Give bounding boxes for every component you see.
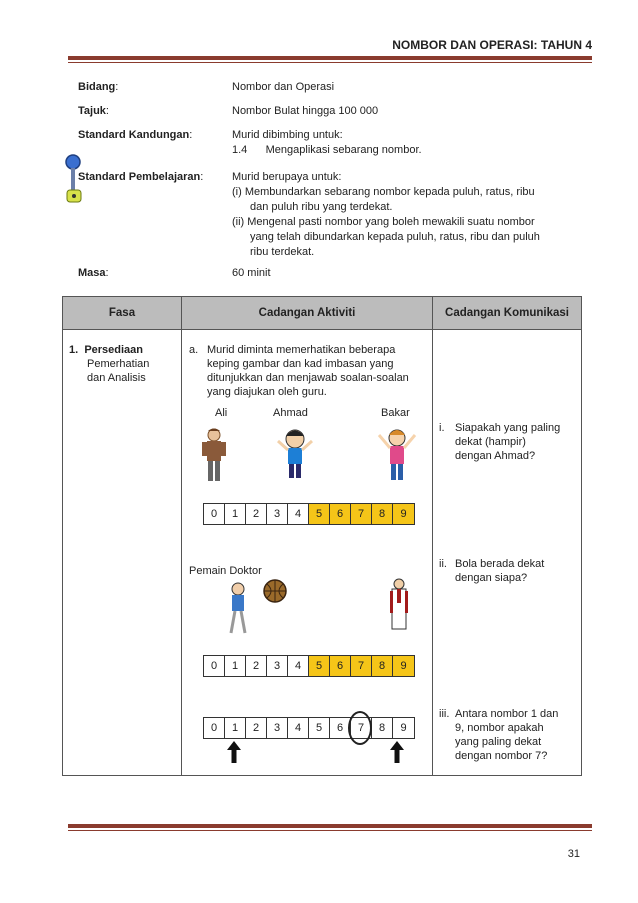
num-cell-highlight: 7	[351, 504, 372, 524]
header-rule-thin	[68, 62, 592, 63]
player-figure-icon	[223, 581, 253, 637]
bakar-figure-icon	[375, 427, 419, 489]
name-ahmad: Ahmad	[273, 407, 308, 419]
header-rule	[68, 56, 592, 60]
key-clipart-icon	[62, 152, 84, 208]
activity-table	[62, 296, 582, 776]
num-cell-highlight: 8	[372, 504, 393, 524]
num-cell: 9	[400, 722, 407, 734]
table-header	[63, 297, 581, 330]
num-cell: 2	[246, 656, 267, 676]
num-cell: 2	[246, 718, 267, 738]
num-cell: 8	[372, 718, 393, 738]
arrow-up-icon	[226, 741, 242, 763]
num-cell: 0	[204, 504, 225, 524]
num-cell: 3	[267, 718, 288, 738]
ball-icon	[263, 579, 287, 603]
num-cell: 4	[288, 718, 309, 738]
num-cell-highlight: 9	[393, 656, 414, 676]
num-cell: 5	[309, 718, 330, 738]
ahmad-figure-icon	[275, 427, 315, 487]
num-cell-highlight: 5	[309, 504, 330, 524]
number-line-2	[203, 655, 415, 677]
circle-marker-7	[348, 711, 372, 745]
question-3: iii. Antara nombor 1 dan 9, nombor apakah yang paling dekat dengan nombor 7?	[439, 708, 559, 762]
doctor-figure-icon	[387, 577, 411, 639]
num-cell: 1	[225, 718, 246, 738]
num-cell-highlight: 6	[330, 504, 351, 524]
col-divider	[432, 297, 433, 775]
name-bakar: Bakar	[381, 407, 410, 419]
number-line-1	[203, 503, 415, 525]
col-divider	[181, 297, 182, 775]
question-2: ii. Bola berada dekat dengan siapa?	[439, 558, 545, 584]
num-cell: 3	[267, 656, 288, 676]
num-cell: 0	[204, 656, 225, 676]
question-1: i. Siapakah yang paling dekat (hampir) dengan Ahmad?	[439, 422, 561, 462]
num-cell: 6	[330, 718, 351, 738]
num-cell: 1	[225, 656, 246, 676]
name-ali: Ali	[215, 407, 228, 419]
num-cell-highlight: 8	[372, 656, 393, 676]
num-cell: 7	[351, 718, 372, 738]
num-cell: 3	[267, 504, 288, 524]
num-cell: 0	[204, 718, 225, 738]
page-header-title: NOMBOR DAN OPERASI: TAHUN 4	[392, 38, 592, 52]
col-komunikasi: Cadangan Komunikasi	[445, 307, 569, 319]
num-cell-highlight: 9	[393, 504, 414, 524]
col-fasa: Fasa	[108, 307, 136, 319]
num-cell: 1	[225, 504, 246, 524]
number-line-3	[203, 717, 415, 739]
num-cell-highlight: 6	[330, 656, 351, 676]
num-cell: 4	[288, 656, 309, 676]
num-cell-highlight: 7	[351, 656, 372, 676]
page-number: 31	[567, 848, 580, 860]
pemain-doktor-label: Pemain Doktor	[189, 565, 262, 577]
fasa-cell: 1. Persediaan Pemerhatian dan Analisis	[69, 344, 150, 384]
footer-rule	[68, 824, 592, 828]
num-cell: 4	[288, 504, 309, 524]
arrow-up-icon	[389, 741, 405, 763]
num-cell: 2	[246, 504, 267, 524]
ali-figure-icon	[199, 427, 229, 487]
num-cell-highlight: 5	[309, 656, 330, 676]
footer-rule-thin	[68, 830, 592, 831]
col-aktiviti: Cadangan Aktiviti	[258, 307, 356, 319]
activity-text: a. Murid diminta memerhatikan beberapa keping gambar dan kad imbasan yang ditunjukkan dan menjawab soalan-soalan yang diajukan oleh guru.	[189, 344, 409, 398]
